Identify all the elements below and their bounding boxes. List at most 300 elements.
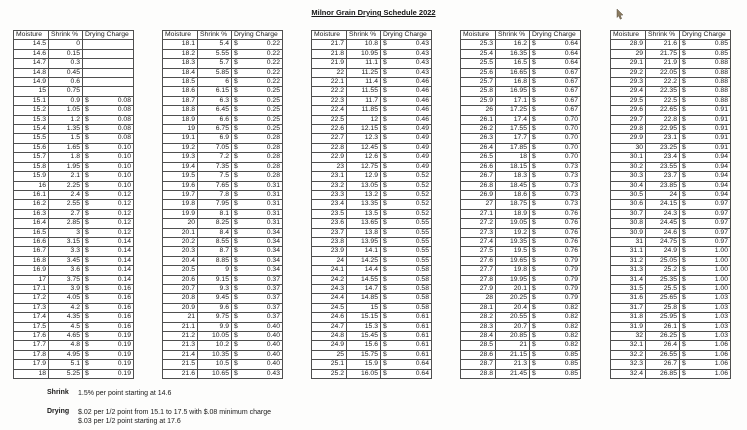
- moisture-cell: 26.9: [461, 190, 496, 199]
- charge-amount: 0.76: [564, 237, 578, 245]
- moisture-cell: 32.3: [611, 360, 646, 369]
- table-row: [14, 153, 134, 162]
- moisture-cell: 25.9: [461, 96, 496, 105]
- shrink-cell: 26.55: [646, 350, 680, 359]
- currency-symbol: $: [234, 190, 238, 198]
- drying-charge-cell: [381, 172, 432, 181]
- currency-symbol: $: [383, 59, 387, 67]
- moisture-cell: 31.7: [611, 303, 646, 312]
- drying-charge-cell: [530, 162, 581, 171]
- moisture-cell: 21.2: [163, 332, 198, 341]
- drying-charge-cell: [680, 266, 731, 275]
- page-title: Milnor Grain Drying Schedule 2022: [311, 8, 436, 17]
- moisture-cell: 14.7: [14, 59, 49, 68]
- shrink-cell: 2.1: [49, 172, 83, 181]
- shrink-cell: 18.9: [496, 209, 530, 218]
- moisture-cell: 31.9: [611, 322, 646, 331]
- charge-amount: 0.85: [714, 40, 728, 48]
- shrink-note-text: 1.5% per point starting at 14.6: [78, 390, 172, 397]
- shrink-cell: 24.15: [646, 200, 680, 209]
- charge-amount: 0.43: [415, 49, 429, 57]
- drying-charge-cell: [530, 49, 581, 58]
- charge-amount: 0.12: [117, 228, 131, 236]
- drying-note-line-2: $.03 per 1/2 point starting at 17.6: [78, 418, 181, 425]
- table-row: [163, 40, 283, 49]
- currency-symbol: $: [532, 115, 536, 123]
- currency-symbol: $: [85, 313, 89, 321]
- charge-amount: 0.10: [117, 172, 131, 180]
- shrink-cell: 25.35: [646, 275, 680, 284]
- moisture-cell: 29.2: [611, 68, 646, 77]
- charge-amount: 0.88: [714, 96, 728, 104]
- charge-amount: 0.28: [266, 134, 280, 142]
- charge-amount: 0.16: [117, 313, 131, 321]
- table-row: [611, 209, 731, 218]
- currency-symbol: $: [682, 294, 686, 302]
- table-row: [611, 350, 731, 359]
- currency-symbol: $: [682, 332, 686, 339]
- shrink-cell: 5.55: [198, 49, 232, 58]
- drying-charge-cell: [530, 219, 581, 228]
- currency-symbol: $: [383, 228, 387, 236]
- shrink-cell: 24.45: [646, 219, 680, 228]
- moisture-cell: 18.1: [163, 40, 198, 49]
- moisture-cell: 23: [312, 162, 347, 171]
- shrink-cell: 13.35: [347, 200, 381, 209]
- shrink-cell: 13.05: [347, 181, 381, 190]
- drying-charge-cell: [83, 341, 134, 350]
- charge-amount: 0.40: [266, 322, 280, 330]
- currency-symbol: $: [532, 172, 536, 180]
- table-row: [14, 78, 134, 87]
- shrink-cell: 15: [347, 303, 381, 312]
- shrink-cell: 8.85: [198, 256, 232, 265]
- table-row: [611, 40, 731, 49]
- drying-charge-cell: [680, 40, 731, 49]
- charge-amount: 0.28: [266, 162, 280, 170]
- currency-symbol: $: [234, 322, 238, 330]
- moisture-cell: 24.8: [312, 332, 347, 341]
- shrink-cell: 17.25: [496, 106, 530, 115]
- table-row: [312, 49, 432, 58]
- table-row: [163, 247, 283, 256]
- moisture-cell: 16.3: [14, 209, 49, 218]
- charge-amount: 0.25: [266, 96, 280, 104]
- moisture-cell: 23.4: [312, 200, 347, 209]
- column-header-moisture: Moisture: [611, 31, 646, 40]
- shrink-cell: 0.9: [49, 96, 83, 105]
- charge-amount: 0.46: [415, 78, 429, 86]
- moisture-cell: 22.2: [312, 87, 347, 96]
- charge-amount: 0.55: [415, 247, 429, 255]
- shrink-cell: 24.75: [646, 237, 680, 246]
- shrink-cell: 9.3: [198, 284, 232, 293]
- currency-symbol: $: [234, 162, 238, 170]
- moisture-cell: 31.1: [611, 247, 646, 256]
- table-row: [163, 350, 283, 359]
- shrink-cell: 25.2: [646, 266, 680, 275]
- moisture-cell: 28.3: [461, 322, 496, 331]
- charge-amount: 0.76: [564, 209, 578, 217]
- column-header-moisture: Moisture: [461, 31, 496, 40]
- shrink-cell: 4.8: [49, 341, 83, 350]
- charge-amount: 0.79: [564, 284, 578, 292]
- drying-charge-cell: [381, 106, 432, 115]
- column-header-shrink: Shrink %: [198, 31, 232, 40]
- moisture-cell: 29.1: [611, 59, 646, 68]
- charge-amount: 0.67: [564, 68, 578, 76]
- shrink-cell: 20.85: [496, 332, 530, 341]
- shrink-cell: 8.4: [198, 228, 232, 237]
- column-header-charge: Drying Charge: [381, 31, 432, 40]
- table-row: [14, 172, 134, 181]
- drying-charge-cell: [680, 275, 731, 284]
- drying-schedule-table-2: [162, 30, 283, 379]
- currency-symbol: $: [682, 275, 686, 283]
- table-row: [461, 294, 581, 303]
- shrink-cell: 26.4: [646, 341, 680, 350]
- drying-charge-cell: [530, 275, 581, 284]
- charge-amount: 0.55: [415, 228, 429, 236]
- drying-charge-cell: [530, 228, 581, 237]
- shrink-cell: 20.4: [496, 303, 530, 312]
- drying-charge-cell: [381, 209, 432, 218]
- shrink-cell: 23.7: [646, 172, 680, 181]
- charge-amount: 0.52: [415, 190, 429, 198]
- charge-amount: 0.82: [564, 303, 578, 311]
- shrink-cell: 23.85: [646, 181, 680, 190]
- charge-amount: 0.52: [415, 181, 429, 189]
- charge-amount: 0.34: [266, 266, 280, 274]
- charge-amount: 0.40: [266, 341, 280, 349]
- charge-amount: 0.85: [564, 360, 578, 368]
- shrink-cell: 9.6: [198, 303, 232, 312]
- drying-charge-cell: [232, 59, 283, 68]
- shrink-cell: 9.9: [198, 322, 232, 331]
- currency-symbol: $: [234, 125, 238, 133]
- charge-amount: 0.49: [415, 125, 429, 133]
- drying-charge-cell: [381, 49, 432, 58]
- currency-symbol: $: [682, 96, 686, 104]
- currency-symbol: $: [682, 228, 686, 236]
- table-row: [312, 303, 432, 312]
- shrink-cell: 12: [347, 115, 381, 124]
- drying-charge-cell: [83, 59, 134, 68]
- moisture-cell: 14.5: [14, 40, 49, 49]
- shrink-cell: 15.9: [347, 360, 381, 369]
- currency-symbol: $: [682, 143, 686, 151]
- currency-symbol: $: [85, 256, 89, 264]
- moisture-cell: 17.8: [14, 350, 49, 359]
- table-row: [611, 115, 731, 124]
- table-row: [611, 313, 731, 322]
- currency-symbol: $: [234, 369, 238, 377]
- moisture-cell: 27.6: [461, 256, 496, 265]
- currency-symbol: $: [682, 341, 686, 349]
- drying-charge-cell: [680, 313, 731, 322]
- drying-charge-cell: [530, 360, 581, 369]
- moisture-cell: 20.1: [163, 228, 198, 237]
- table-row: [14, 49, 134, 58]
- charge-amount: 1.03: [714, 332, 728, 339]
- currency-symbol: $: [234, 256, 238, 264]
- moisture-cell: 26.3: [461, 134, 496, 143]
- currency-symbol: $: [234, 341, 238, 349]
- charge-amount: 0.25: [266, 87, 280, 95]
- table-row: [461, 106, 581, 115]
- shrink-cell: 15.6: [347, 341, 381, 350]
- charge-amount: 0.14: [117, 247, 131, 255]
- moisture-cell: 23.9: [312, 247, 347, 256]
- currency-symbol: $: [682, 68, 686, 76]
- currency-symbol: $: [234, 247, 238, 255]
- moisture-cell: 30.8: [611, 219, 646, 228]
- shrink-cell: 4.35: [49, 313, 83, 322]
- column-header-charge: Drying Charge: [680, 31, 731, 40]
- shrink-cell: 19.05: [496, 219, 530, 228]
- drying-charge-cell: [680, 115, 731, 124]
- table-row: [163, 360, 283, 369]
- charge-amount: 1.03: [714, 322, 728, 330]
- charge-amount: 0.43: [415, 40, 429, 48]
- drying-charge-cell: [381, 115, 432, 124]
- table-row: [461, 350, 581, 359]
- shrink-cell: 18: [496, 153, 530, 162]
- table-row: [163, 106, 283, 115]
- table-row: [14, 59, 134, 68]
- currency-symbol: $: [85, 219, 89, 227]
- shrink-cell: 20.1: [496, 284, 530, 293]
- charge-amount: 0.49: [415, 134, 429, 142]
- drying-charge-cell: [83, 322, 134, 331]
- drying-charge-cell: [381, 237, 432, 246]
- moisture-cell: 18.7: [163, 96, 198, 105]
- shrink-cell: 1.65: [49, 143, 83, 152]
- shrink-cell: 10.35: [198, 350, 232, 359]
- table-row: [163, 266, 283, 275]
- shrink-cell: 24: [646, 190, 680, 199]
- charge-amount: 0.91: [714, 106, 728, 114]
- moisture-cell: 20.8: [163, 294, 198, 303]
- table-row: [461, 153, 581, 162]
- currency-symbol: $: [234, 59, 238, 67]
- currency-symbol: $: [85, 322, 89, 330]
- currency-symbol: $: [532, 247, 536, 255]
- currency-symbol: $: [234, 134, 238, 142]
- currency-symbol: $: [532, 68, 536, 76]
- moisture-cell: 27.1: [461, 209, 496, 218]
- shrink-cell: 16.8: [496, 78, 530, 87]
- charge-amount: 0.91: [714, 143, 728, 151]
- moisture-cell: 27.5: [461, 247, 496, 256]
- moisture-cell: 30: [611, 143, 646, 152]
- moisture-cell: 26.1: [461, 115, 496, 124]
- charge-amount: 0.49: [415, 162, 429, 170]
- table-row: [163, 190, 283, 199]
- drying-charge-cell: [530, 106, 581, 115]
- moisture-cell: 17.9: [14, 360, 49, 369]
- shrink-cell: 22.65: [646, 106, 680, 115]
- charge-amount: 0.28: [266, 153, 280, 161]
- charge-amount: 0.28: [266, 143, 280, 151]
- shrink-cell: 3.45: [49, 256, 83, 265]
- moisture-cell: 15.6: [14, 143, 49, 152]
- shrink-cell: 18.45: [496, 181, 530, 190]
- shrink-cell: 23.1: [646, 134, 680, 143]
- currency-symbol: $: [532, 266, 536, 274]
- shrink-cell: 3.9: [49, 284, 83, 293]
- drying-charge-cell: [232, 237, 283, 246]
- currency-symbol: $: [383, 350, 387, 358]
- currency-symbol: $: [234, 143, 238, 151]
- shrink-cell: 25.8: [646, 303, 680, 312]
- drying-charge-cell: [232, 106, 283, 115]
- moisture-cell: 32.4: [611, 369, 646, 378]
- table-row: [163, 143, 283, 152]
- table-row: [312, 322, 432, 331]
- drying-charge-cell: [232, 303, 283, 312]
- table-row: [461, 181, 581, 190]
- table-row: [312, 209, 432, 218]
- shrink-cell: 13.95: [347, 237, 381, 246]
- currency-symbol: $: [383, 369, 387, 377]
- currency-symbol: $: [234, 332, 238, 339]
- currency-symbol: $: [532, 332, 536, 339]
- table-row: [461, 303, 581, 312]
- shrink-cell: 4.5: [49, 322, 83, 331]
- charge-amount: 0.14: [117, 237, 131, 245]
- drying-charge-cell: [381, 341, 432, 350]
- currency-symbol: $: [383, 153, 387, 161]
- table-row: [14, 341, 134, 350]
- currency-symbol: $: [383, 332, 387, 339]
- moisture-cell: 19.8: [163, 200, 198, 209]
- drying-charge-cell: [232, 143, 283, 152]
- shrink-cell: 0.75: [49, 87, 83, 96]
- drying-charge-cell: [83, 247, 134, 256]
- shrink-cell: 6.15: [198, 87, 232, 96]
- drying-charge-cell: [232, 313, 283, 322]
- drying-charge-cell: [381, 96, 432, 105]
- shrink-cell: 7.8: [198, 190, 232, 199]
- drying-charge-cell: [83, 153, 134, 162]
- shrink-cell: 7.05: [198, 143, 232, 152]
- shrink-cell: 21.3: [496, 360, 530, 369]
- moisture-cell: 25.1: [312, 360, 347, 369]
- column-header-shrink: Shrink %: [646, 31, 680, 40]
- table-row: [14, 322, 134, 331]
- moisture-cell: 26.2: [461, 125, 496, 134]
- drying-charge-cell: [530, 190, 581, 199]
- drying-charge-cell: [83, 78, 134, 87]
- moisture-cell: 17: [14, 275, 49, 284]
- currency-symbol: $: [85, 341, 89, 349]
- drying-charge-cell: [530, 256, 581, 265]
- drying-charge-cell: [680, 322, 731, 331]
- charge-amount: 0.73: [564, 162, 578, 170]
- charge-amount: 1.00: [714, 275, 728, 283]
- moisture-cell: 15.4: [14, 125, 49, 134]
- shrink-cell: 5.25: [49, 369, 83, 378]
- header-row: [163, 31, 283, 40]
- moisture-cell: 15.8: [14, 162, 49, 171]
- table-row: [163, 237, 283, 246]
- table-row: [611, 134, 731, 143]
- drying-charge-cell: [83, 228, 134, 237]
- table-row: [14, 247, 134, 256]
- drying-charge-cell: [530, 181, 581, 190]
- charge-amount: 0.73: [564, 172, 578, 180]
- shrink-cell: 2.55: [49, 200, 83, 209]
- shrink-cell: 17.7: [496, 134, 530, 143]
- table-row: [14, 275, 134, 284]
- currency-symbol: $: [234, 219, 238, 227]
- charge-amount: 0.79: [564, 275, 578, 283]
- table-row: [14, 313, 134, 322]
- currency-symbol: $: [682, 78, 686, 86]
- charge-amount: 0.31: [266, 219, 280, 227]
- charge-amount: 0.25: [266, 106, 280, 114]
- shrink-cell: 20.55: [496, 313, 530, 322]
- table-row: [611, 237, 731, 246]
- drying-charge-cell: [381, 228, 432, 237]
- table-row: [611, 49, 731, 58]
- table-row: [461, 200, 581, 209]
- currency-symbol: $: [383, 106, 387, 114]
- drying-charge-cell: [530, 303, 581, 312]
- drying-charge-cell: [83, 200, 134, 209]
- shrink-cell: 5.1: [49, 360, 83, 369]
- drying-charge-cell: [232, 190, 283, 199]
- moisture-cell: 16.6: [14, 237, 49, 246]
- column-header-charge: Drying Charge: [530, 31, 581, 40]
- moisture-cell: 28.2: [461, 313, 496, 322]
- currency-symbol: $: [234, 294, 238, 302]
- charge-amount: 0.82: [564, 341, 578, 349]
- shrink-cell: 7.5: [198, 172, 232, 181]
- drying-charge-cell: [83, 172, 134, 181]
- charge-amount: 0.82: [564, 322, 578, 330]
- currency-symbol: $: [682, 350, 686, 358]
- column-header-charge: Drying Charge: [83, 31, 134, 40]
- moisture-cell: 19.2: [163, 143, 198, 152]
- table-row: [312, 256, 432, 265]
- table-row: [163, 332, 283, 341]
- drying-charge-cell: [232, 284, 283, 293]
- drying-charge-cell: [381, 134, 432, 143]
- shrink-cell: 25.65: [646, 294, 680, 303]
- shrink-cell: 24.6: [646, 228, 680, 237]
- shrink-cell: 1.8: [49, 153, 83, 162]
- charge-amount: 0.10: [117, 181, 131, 189]
- table-row: [312, 190, 432, 199]
- table-row: [14, 369, 134, 378]
- drying-charge-cell: [232, 332, 283, 341]
- table-row: [14, 228, 134, 237]
- table-row: [312, 125, 432, 134]
- shrink-cell: 16.05: [347, 369, 381, 378]
- shrink-cell: 19.35: [496, 237, 530, 246]
- charge-amount: 0.64: [415, 360, 429, 368]
- table-row: [611, 322, 731, 331]
- charge-amount: 0.94: [714, 190, 728, 198]
- moisture-cell: 29.5: [611, 96, 646, 105]
- moisture-cell: 19.1: [163, 134, 198, 143]
- table-row: [611, 200, 731, 209]
- shrink-cell: 13.65: [347, 219, 381, 228]
- moisture-cell: 23.2: [312, 181, 347, 190]
- moisture-cell: 19.5: [163, 172, 198, 181]
